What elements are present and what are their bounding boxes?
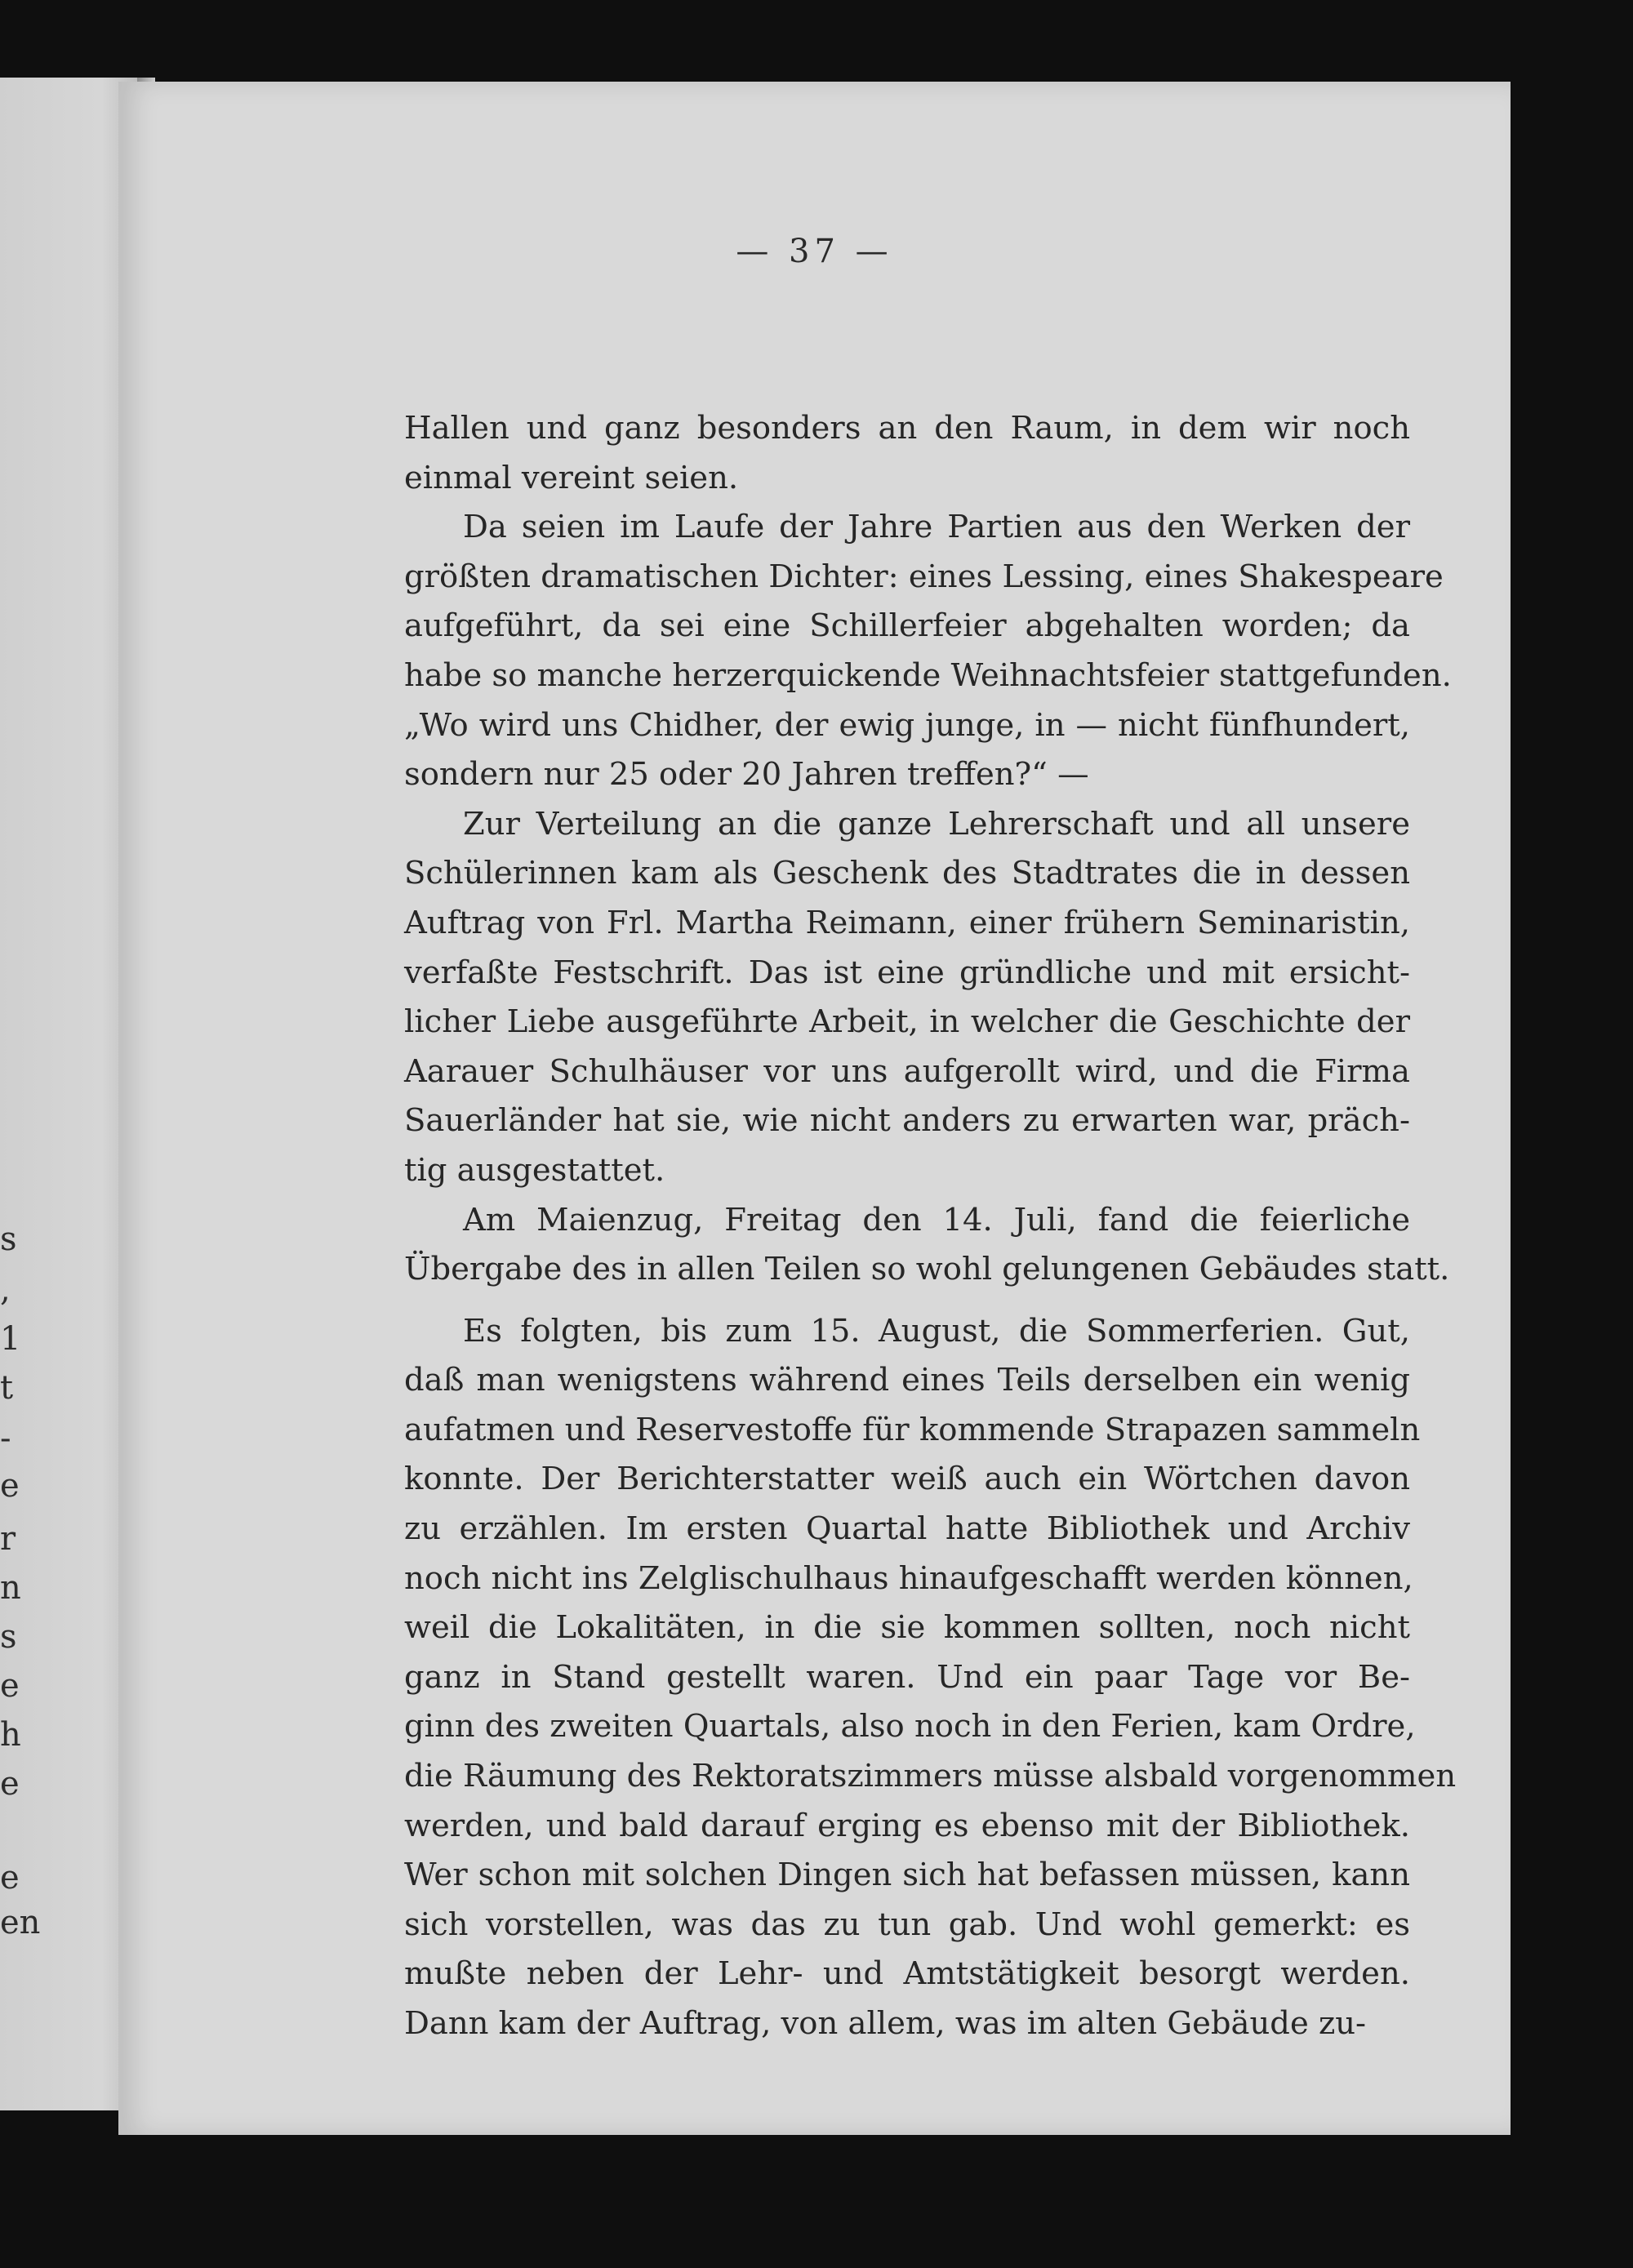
left-page-fragment: n <box>0 1569 21 1607</box>
paragraph <box>404 503 1452 800</box>
left-page-fragment: h <box>0 1716 21 1754</box>
page-number: — 37 — <box>736 233 893 270</box>
left-page-fragment: e <box>0 1467 20 1505</box>
text-line: sich vorstellen, was das zu tun gab. Und wohl gemerkt: es <box>404 1906 1410 1943</box>
text-line: habe so manche herzerquickende Weihnachtsfeier stattgefunden. <box>404 656 1452 694</box>
text-line: Auftrag von Frl. Martha Reimann, einer frühern Seminaristin, <box>404 904 1410 941</box>
left-page-fragment: , <box>0 1271 11 1309</box>
text-line: Dann kam der Auftrag, von allem, was im alten Gebäude zu- <box>404 2005 1367 2042</box>
left-page-fragment: s <box>0 1221 17 1258</box>
left-page-fragment: e <box>0 1859 20 1897</box>
left-page-fragment: e <box>0 1765 20 1803</box>
text-line: verfaßte Festschrift. Das ist eine gründliche und mit ersicht- <box>404 954 1410 991</box>
left-page-fragment: e <box>0 1667 20 1705</box>
text-line: Wer schon mit solchen Dingen sich hat befassen müssen, kann <box>404 1857 1410 1894</box>
text-line: sondern nur 25 oder 20 Jahren treffen?“ — <box>404 756 1089 794</box>
text-line: Schülerinnen kam als Geschenk des Stadtrates die in dessen <box>404 855 1410 892</box>
text-line: ginn des zweiten Quartals, also noch in den Ferien, kam Ordre, <box>404 1708 1416 1745</box>
text-line: Es folgten, bis zum 15. August, die Sommerferien. Gut, <box>463 1312 1410 1350</box>
left-page-fragment: r <box>0 1520 16 1558</box>
text-line: Am Maienzug, Freitag den 14. Juli, fand die feierliche <box>463 1201 1410 1239</box>
text-line: zu erzählen. Im ersten Quartal hatte Bibliothek und Archiv <box>404 1510 1410 1548</box>
paragraph <box>404 800 1410 1196</box>
left-page-fragment: t <box>0 1369 14 1407</box>
paragraph <box>404 1307 1457 2049</box>
book-page <box>118 82 1511 2135</box>
text-line: Sauerländer hat sie, wie nicht anders zu erwarten war, präch- <box>404 1102 1410 1140</box>
text-line: aufgeführt, da sei eine Schillerfeier abgehalten worden; da <box>404 607 1410 645</box>
text-line: mußte neben der Lehr- und Amtstätigkeit besorgt werden. <box>404 1955 1410 1993</box>
text-line: die Räumung des Rektoratszimmers müsse alsbald vorgenommen <box>404 1758 1457 1795</box>
text-line: „Wo wird uns Chidher, der ewig junge, in — nicht fünfhundert, <box>404 706 1410 744</box>
text-line: Aarauer Schulhäuser vor uns aufgerollt wird, und die Firma <box>404 1052 1410 1090</box>
text-line: Übergabe des in allen Teilen so wohl gelungenen Gebäudes statt. <box>404 1251 1450 1288</box>
text-line: ganz in Stand gestellt waren. Und ein paar Tage vor Be- <box>404 1658 1410 1696</box>
text-line: noch nicht ins Zelglischulhaus hinaufgeschafft werden können, <box>404 1559 1413 1597</box>
text-line: konnte. Der Berichterstatter weiß auch ein Wörtchen davon <box>404 1461 1410 1498</box>
left-page-fragment: - <box>0 1420 11 1457</box>
text-line: werden, und bald darauf erging es ebenso mit der Bibliothek. <box>404 1807 1410 1844</box>
paragraph <box>404 1196 1450 1295</box>
text-line: aufatmen und Reservestoffe für kommende Strapazen sammeln <box>404 1411 1421 1448</box>
paragraph-gap <box>404 1295 1410 1307</box>
text-line: Da seien im Laufe der Jahre Partien aus den Werken der <box>463 509 1410 546</box>
text-line: Zur Verteilung an die ganze Lehrerschaft und all unsere <box>463 805 1410 843</box>
text-line: daß man wenigstens während eines Teils derselben ein wenig <box>404 1362 1410 1399</box>
text-line: größten dramatischen Dichter: eines Lessing, eines Shakespeare <box>404 558 1444 595</box>
body-text <box>404 404 1457 2049</box>
text-line: weil die Lokalitäten, in die sie kommen sollten, noch nicht <box>404 1609 1410 1647</box>
text-line: tig ausgestattet. <box>404 1151 665 1189</box>
text-line: einmal vereint seien. <box>404 459 739 496</box>
text-line: licher Liebe ausgeführte Arbeit, in welcher die Geschichte der <box>404 1003 1410 1041</box>
left-page-fragment: en <box>0 1904 41 1941</box>
paragraph <box>404 404 1410 503</box>
text-line: Hallen und ganz besonders an den Raum, in dem wir noch <box>404 410 1410 447</box>
left-page-fragment: s <box>0 1618 17 1656</box>
left-page-fragment: 1 <box>0 1320 21 1358</box>
